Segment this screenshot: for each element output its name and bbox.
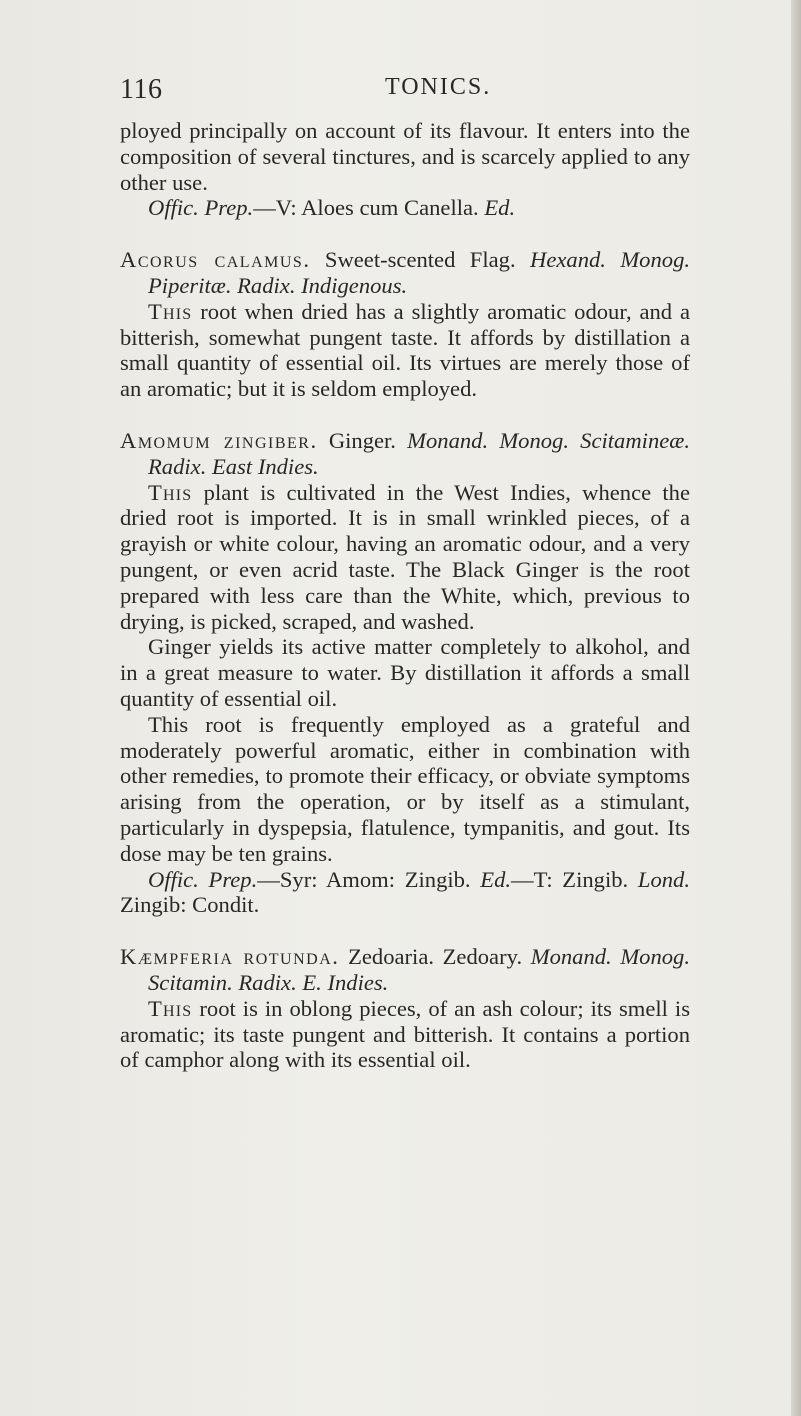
ed-label: Ed. xyxy=(484,195,516,221)
entry-heading-acorus xyxy=(120,247,690,299)
paragraph-zedoary xyxy=(120,996,690,1073)
offic-prep-label: Offic. Prep. xyxy=(148,866,258,892)
paragraph-continuation: ployed principally on account of its flavour. It enters into the composition of several tinctures, and is scarcely applied to any other use. xyxy=(120,118,690,195)
paragraph-text: root when dried has a slightly aromatic odour, and a bitterish, somewhat pungent taste. It affords by distillation a small quantity of essential oil. Its virtues are merely those of an aromatic; but it is seldom employed. xyxy=(120,298,691,402)
offic-prep-label: Offic. Prep. xyxy=(148,195,254,221)
entry-classification: Monand. Monog. Scitamin. Radix. E. Indies. xyxy=(148,944,691,995)
page-header xyxy=(120,74,680,110)
paragraph-offic-prep-ginger xyxy=(120,867,690,919)
offic-prep-text: —Syr: Amom: Zingib. xyxy=(257,866,471,892)
offic-prep-text: —V: Aloes cum Canella. xyxy=(253,195,479,221)
page-body xyxy=(120,118,690,1073)
lead-word: This xyxy=(148,995,193,1021)
entry-heading-amomum xyxy=(120,428,690,480)
paragraph-ginger-uses: This root is frequently employed as a grateful and moderately powerful aromatic, either in combination with other remedies, to promote their efficacy, or obviate symptoms arising from the operation, or by itself as a stimulant, particularly in dyspepsia, flatulence, tympanitis, and gout. Its dose may be ten grains. xyxy=(120,711,690,866)
paragraph-ginger-description xyxy=(120,480,690,635)
entry-common-name: Ginger. xyxy=(328,427,396,453)
entry-name: Acorus calamus. xyxy=(120,247,311,273)
entry-classification: Monand. Monog. Scitamineæ. Radix. East Indies. xyxy=(148,427,690,479)
page-number: 116 xyxy=(120,74,163,105)
paragraph-text: root is in oblong pieces, of an ash colour; its smell is aromatic; its taste pungent and bitterish. It contains a portion of camphor along with its essential oil. xyxy=(120,995,690,1073)
lond-label: Lond. xyxy=(637,866,690,892)
paragraph-ginger-solubility: Ginger yields its active matter completely to alkohol, and in a great measure to water. By distillation it affords a small quantity of essential oil. xyxy=(120,634,690,711)
ed-label: Ed. xyxy=(480,866,512,892)
entry-common-name: Sweet-scented Flag. xyxy=(324,247,516,273)
paragraph-acorus xyxy=(120,299,690,402)
entry-classification: Hexand. Monog. Piperitæ. Radix. Indigenous. xyxy=(148,247,691,298)
offic-prep-text: —T: Zingib. xyxy=(511,866,629,892)
paragraph-offic-prep-canella xyxy=(120,195,690,221)
lead-word: This xyxy=(148,479,193,505)
paragraph-text: plant is cultivated in the West Indies, whence the dried root is imported. It is in small wrinkled pieces, of a grayish or white colour, having an aromatic odour, and a very pungent, or even acrid taste. The Black Ginger is the root prepared with less care than the White, which, previous to drying, is picked, scraped, and washed. xyxy=(120,479,690,634)
entry-name: Amomum zingiber. xyxy=(120,427,318,453)
offic-prep-text: Zingib: Condit. xyxy=(120,892,260,918)
entry-common-name: Zedoaria. Zedoary. xyxy=(348,944,523,970)
entry-heading-kaempferia xyxy=(120,944,690,996)
entry-name: Kæmpferia rotunda. xyxy=(120,944,340,970)
running-title: TONICS. xyxy=(385,74,492,100)
lead-word: This xyxy=(148,298,193,324)
page-edge xyxy=(791,0,801,1416)
